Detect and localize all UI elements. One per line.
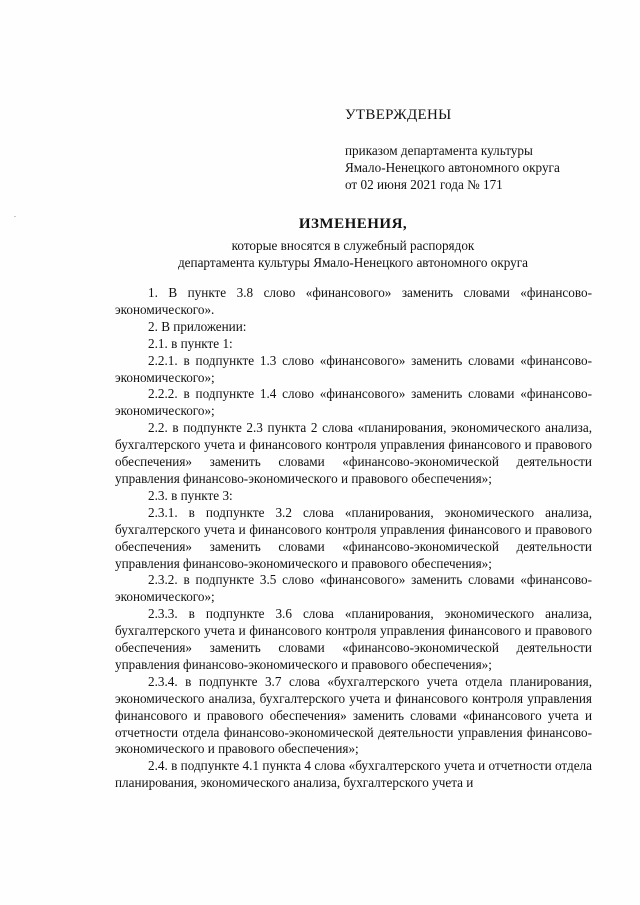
paragraph: 2.3.1. в подпункте 3.2 слова «планирования, экономического анализа, бухгалтерского учета и финансового контроля управления финансового и правового обеспечения» заменить словами «финансово-экономической деятельности управления финансово-экономического и правового обеспечения»; <box>115 504 592 571</box>
paragraph: 1. В пункте 3.8 слово «финансового» заменить словами «финансово-экономического». <box>115 285 592 317</box>
paragraph: 2. В приложении: <box>148 318 247 334</box>
paragraph: 2.1. в пункте 1: <box>148 335 233 351</box>
approval-block <box>345 142 560 193</box>
paragraph: 2.2.1. в подпункте 1.3 слово «финансового» заменить словами «финансово-экономического»; <box>115 352 592 385</box>
approval-stamp-title: УТВЕРЖДЕНЫ <box>345 107 452 123</box>
paragraph: 2.3.3. в подпункте 3.6 слова «планирования, экономического анализа, бухгалтерского учета и финансового контроля управления финансового и правового обеспечения» заменить словами «финансово-экономической деятельности управления финансово-экономического и правового обеспечения»; <box>115 606 592 672</box>
document-title: ИЗМЕНЕНИЯ, <box>298 216 408 232</box>
paragraph: 2.3.2. в подпункте 3.5 слово «финансового» заменить словами «финансово-экономического»; <box>115 572 592 605</box>
approval-line: Ямало-Ненецкого автономного округа <box>345 160 560 175</box>
paragraph: 2.3.4. в подпункте 3.7 слова «бухгалтерского учета отдела планирования, экономического анализа, бухгалтерского учета и финансового контроля управления финансового и правового обеспечения» заменить словами «финансового учета и отчетности отдела финансово-экономической деятельности управления финансово-экономического и правового обеспечения»; <box>115 673 592 757</box>
approval-line: от 02 июня 2021 года № 171 <box>345 177 503 192</box>
approval-line: приказом департамента культуры <box>345 143 533 158</box>
document-subtitle-line: которые вносятся в служебный распорядок <box>231 238 475 253</box>
paragraph: 2.2.2. в подпункте 1.4 слово «финансового» заменить словами «финансово-экономического»; <box>115 386 592 419</box>
paragraph: 2.3. в пункте 3: <box>148 487 233 503</box>
paragraph: 2.2. в подпункте 2.3 пункта 2 слова «планирования, экономического анализа, бухгалтерского учета и финансового контроля управления финансового и правового обеспечения» заменить словами «финансово-экономической деятельности управления финансово-экономического и правового обеспечения»; <box>115 420 592 486</box>
document-subtitle-line: департамента культуры Ямало-Ненецкого автономного округа <box>177 255 529 270</box>
scan-margin-mark <box>14 216 16 217</box>
paragraph: 2.4. в подпункте 4.1 пункта 4 слова «бухгалтерского учета и отчетности отдела планирования, экономического анализа, бухгалтерского учета и <box>115 758 592 791</box>
document-body <box>115 285 592 792</box>
